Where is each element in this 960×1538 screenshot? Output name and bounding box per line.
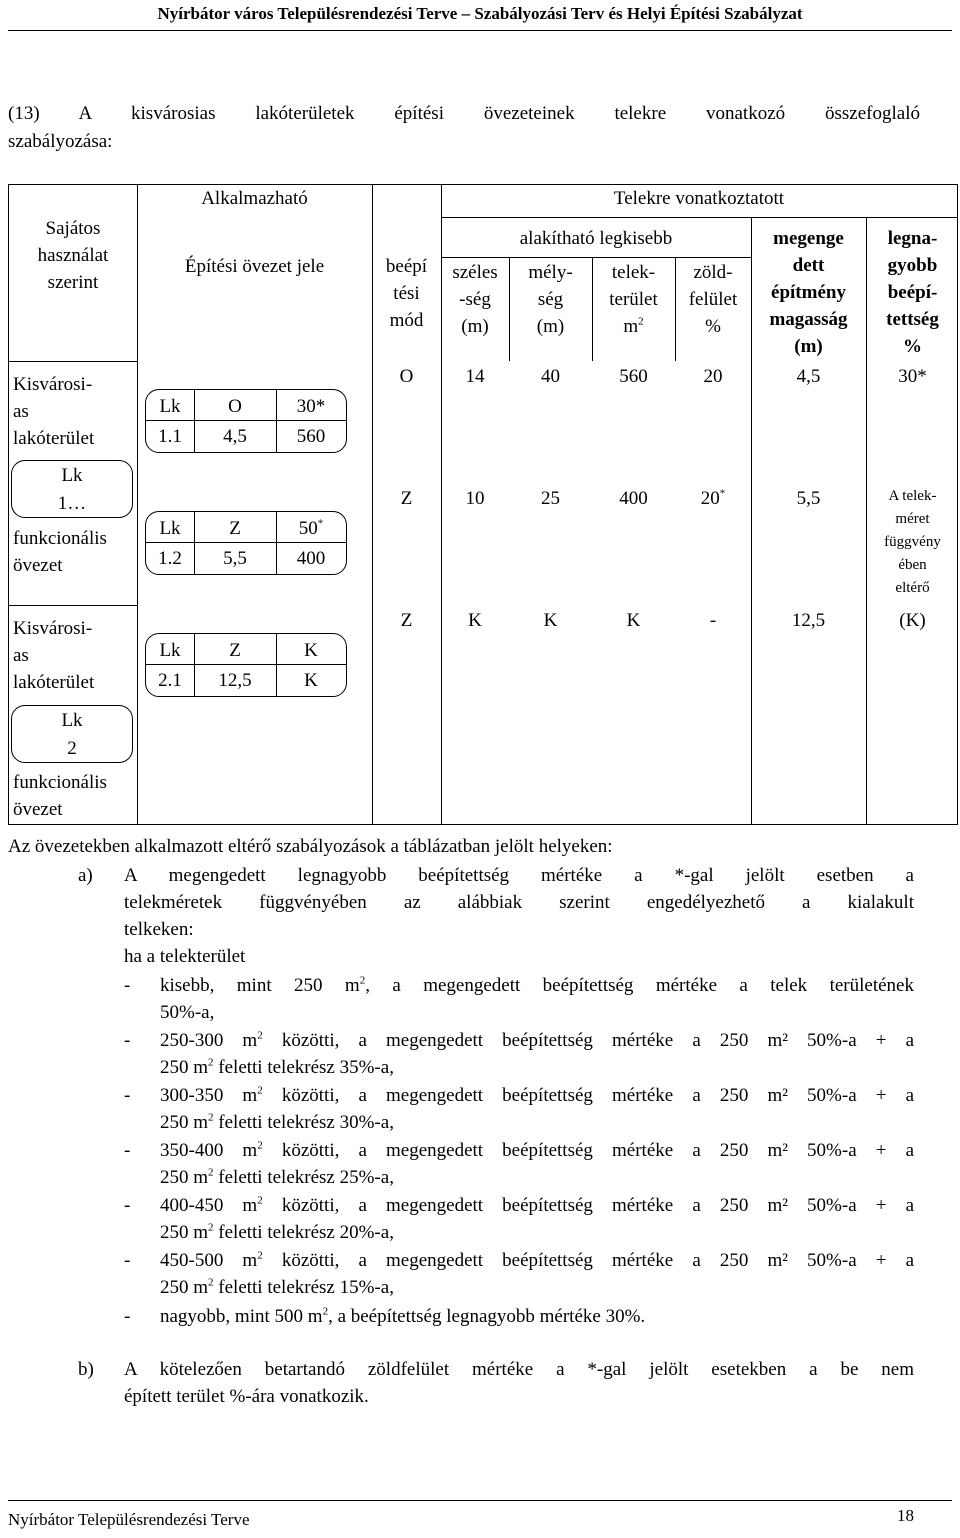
page-header: Nyírbátor város Településrendezési Terve – Szabályozási Terv és Helyi Építési Szabályzat: [157, 4, 803, 23]
bullet-1-line1: kisebb, mint 250 $m^2$, a megengedett beépítettség mértéke a telek területének: [160, 974, 914, 996]
group2-label2: funkcionális övezet: [13, 772, 107, 820]
group2-code-box: Lk 2: [11, 705, 133, 763]
header-telekterulet: telek- terület $m^2$: [609, 262, 658, 337]
bullet-2-line2: 250 $m^2$ feletti telekrész 35%-a,: [160, 1056, 394, 1078]
row2-beepitettseg-note: A telek- méret függvény ében eltérő: [884, 488, 941, 596]
row-divider: [441, 257, 751, 258]
header-melyseg: mély- ség (m): [528, 262, 573, 337]
code-box-lk-1-2: Lk Z 50* 1.2 5,5 400: [145, 511, 347, 575]
group1-label: Kisvárosi- as lakóterület: [13, 374, 95, 449]
row-divider: [441, 217, 957, 218]
code-box-lk-2-1: Lk Z K 2.1 12,5 K: [145, 633, 347, 697]
note-b-line2: épített terület %-ára vonatkozik.: [124, 1386, 369, 1407]
col-divider: [137, 185, 138, 824]
note-a-line4: ha a telekterület: [124, 946, 246, 967]
bullet-dash: -: [124, 1030, 131, 1051]
footer-rule: [8, 1500, 952, 1501]
footer-title: Nyírbátor Településrendezési Terve: [8, 1510, 250, 1529]
intro-line-2: szabályozása:: [8, 131, 113, 152]
intro-line-1: (13) A kisvárosias lakóterületek építési övezeteinek telekre vonatkozó összefoglaló: [8, 103, 920, 124]
bullet-1-line2: 50%-a,: [160, 1002, 215, 1023]
group1-code-box: Lk 1…: [11, 460, 133, 518]
header-alakithato: alakítható legkisebb: [519, 228, 673, 249]
bullet-5-line2: 250 $m^2$ feletti telekrész 20%-a,: [160, 1221, 394, 1243]
group1-label2: funkcionális övezet: [13, 528, 107, 576]
header-beepitesi-mod: beépí tési mód: [385, 256, 428, 331]
bullet-4-line1: 350-400 $m^2$ közötti, a megengedett beépítettség mértéke a 250 m² 50%-a + a: [160, 1139, 914, 1161]
header-telekre: Telekre vonatkoztatott: [613, 188, 785, 209]
code-box-lk-1-1: Lk O 30* 1.1 4,5 560: [145, 389, 347, 453]
bullet-dash: -: [124, 1195, 131, 1216]
header-beepitettseg: legna- gyobb beépí- tettség %: [886, 228, 939, 357]
header-magassag: megenge dett építmény magasság (m): [769, 228, 848, 357]
header-alkalmazhato: Alkalmazható: [201, 188, 308, 209]
bullet-4-line2: 250 $m^2$ feletti telekrész 25%-a,: [160, 1166, 394, 1188]
bullet-2-line1: 250-300 $m^2$ közötti, a megengedett beépítettség mértéke a 250 m² 50%-a + a: [160, 1029, 914, 1051]
bullet-6-line2: 250 $m^2$ feletti telekrész 15%-a,: [160, 1276, 394, 1298]
note-b-marker: b): [78, 1359, 94, 1380]
row-divider: [9, 361, 137, 362]
bullet-dash: -: [124, 1085, 131, 1106]
bullet-dash: -: [124, 1306, 131, 1327]
note-a-line3: telkeken:: [124, 919, 194, 940]
group2-label: Kisvárosi- as lakóterület: [13, 618, 95, 693]
intro-paragraph: [8, 100, 920, 156]
bullet-6-line1: 450-500 $m^2$ közötti, a megengedett beépítettség mértéke a 250 m² 50%-a + a: [160, 1249, 914, 1271]
header-sajatos: Sajátos használat szerint: [37, 218, 109, 293]
note-a-line2: telekméretek függvényében az alábbiak szerint engedélyezhető a kialakult: [124, 892, 914, 913]
header-zoldfelulet: zöld- felület %: [688, 262, 738, 337]
note-a-line1: A megengedett legnagyobb beépítettség mértéke a *-gal jelölt esetben a: [124, 865, 914, 886]
header-ovezet-jele: Építési övezet jele: [184, 256, 325, 277]
page-number: 18: [897, 1506, 914, 1525]
bullet-dash: -: [124, 1250, 131, 1271]
bullet-dash: -: [124, 975, 131, 996]
header-szelesseg: széles -ség (m): [452, 262, 498, 337]
bullet-3-line2: 250 $m^2$ feletti telekrész 30%-a,: [160, 1111, 394, 1133]
note-a-marker: a): [78, 865, 93, 886]
bullet-7-line1: nagyobb, mint 500 $m^2$, a beépítettség legnagyobb mértéke 30%.: [160, 1305, 646, 1327]
row-divider: [9, 605, 137, 606]
bullet-3-line1: 300-350 $m^2$ közötti, a megengedett beépítettség mértéke a 250 m² 50%-a + a: [160, 1084, 914, 1106]
note-b-line1: A kötelezően betartandó zöldfelület mértéke a *-gal jelölt esetekben a be nem: [124, 1359, 914, 1380]
header-rule: [8, 30, 952, 31]
bullet-5-line1: 400-450 $m^2$ közötti, a megengedett beépítettség mértéke a 250 m² 50%-a + a: [160, 1194, 914, 1216]
notes-lead: Az övezetekben alkalmazott eltérő szabályozások a táblázatban jelölt helyeken:: [8, 836, 613, 857]
bullet-dash: -: [124, 1140, 131, 1161]
zoning-table: Sajátos használat szerint Alkalmazható Építési övezet jele beépí tési mód Telekre vonatkoztatott alakítható legkisebb széles -ség (m) mély- ség (m) telek- terület $m^2$ zöld- felület % megenge dett építmény magasság (m) legna- gyobb beépí- tettség % Kisvárosi- as lakóterület Lk 1… funkcionális övezet Kisvárosi- as lakóterület Lk 2 funkcionális övezet Lk O 30* 1.1 4,5 560 Lk Z 50* 1.2 5,5 400 Lk Z K 2.1 12,5 K O 14 40 560 20 4,5 30* Z 10 25 400 20* 5,5 A telek- méret függvény ében eltérő Z K K K - 12,5 (K): [8, 184, 958, 825]
